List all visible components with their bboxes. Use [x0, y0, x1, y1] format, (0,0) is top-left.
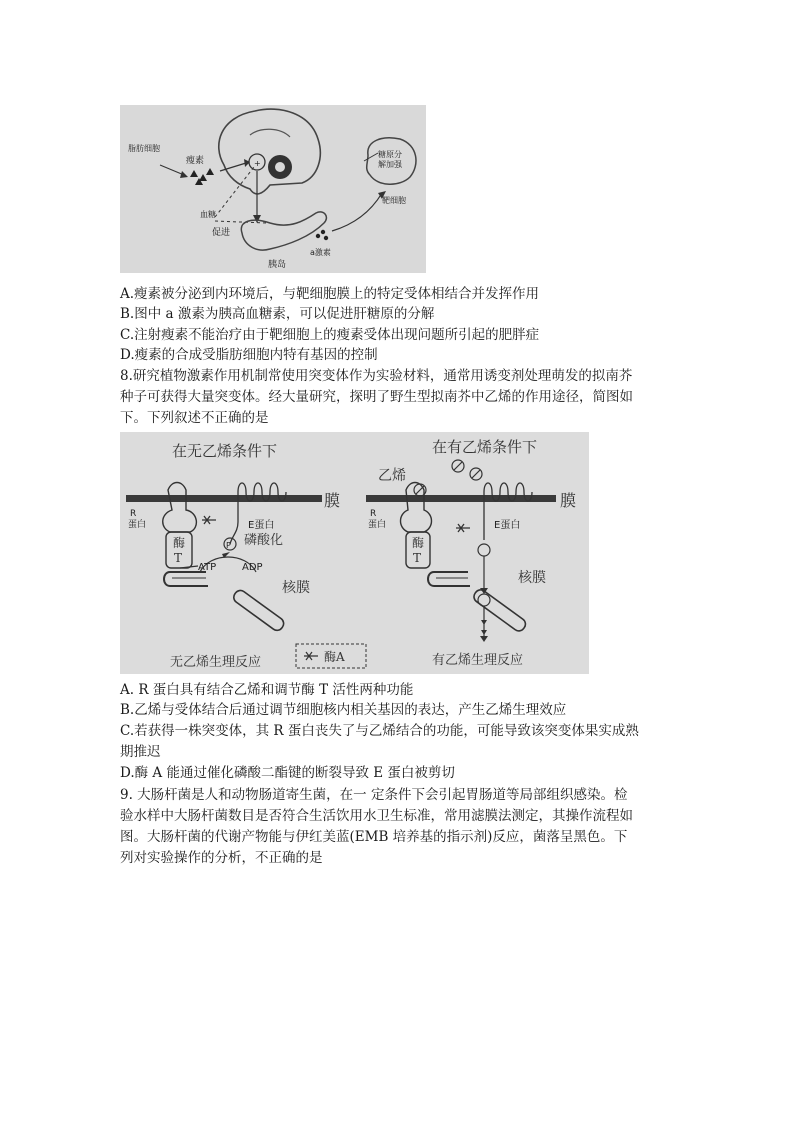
q8-stem-line-2: 种子可获得大量突变体。经大量研究，探明了野生型拟南芥中乙烯的作用途径，简图如 — [120, 389, 633, 405]
r-protein-label-left-1: R — [130, 509, 137, 519]
svg-text:+: + — [254, 159, 261, 168]
islet-label: 胰岛 — [268, 260, 287, 270]
q9-stem-line-3: 图。大肠杆菌的代谢产物能与伊红美蓝(EMB 培养基的指示剂)反应，菌落呈黑色。下 — [120, 829, 628, 845]
r-protein-label-right-2: 蛋白 — [368, 520, 387, 530]
atp-label: ATP — [198, 562, 217, 573]
q7-option-a: A.瘦素被分泌到内环境后，与靶细胞膜上的特定受体相结合并发挥作用 — [120, 286, 540, 302]
ethylene-response-label: 有乙烯生理反应 — [432, 653, 524, 668]
right-panel-title: 在有乙烯条件下 — [432, 438, 538, 456]
enzyme-t-label-left-2: T — [174, 551, 183, 565]
membrane-label-right: 膜 — [560, 491, 577, 510]
q8-stem-line-1: 8.研究植物激素作用机制常使用突变体作为实验材料，通常用诱变剂处理萌发的拟南芥 — [120, 368, 633, 384]
q9-stem-line-2: 验水样中大肠杆菌数目是否符合生活饮用水卫生标准，常用滤膜法测定，其操作流程如 — [120, 808, 633, 824]
q8-option-a: A. R 蛋白具有结合乙烯和调节酶 T 活性两种功能 — [120, 682, 414, 698]
adp-label: ADP — [242, 562, 263, 573]
target-cell-label: 靶细胞 — [382, 196, 406, 205]
hormone-a-label: a激素 — [310, 248, 331, 257]
promote-label: 促进 — [212, 228, 231, 238]
q9-stem-line-1: 9. 大肠杆菌是人和动物肠道寄生菌，在一 定条件下会引起胃肠道等局部组织感染。检 — [120, 787, 628, 803]
e-protein-label-left: E蛋白 — [248, 520, 275, 531]
ethylene-pathway-diagram — [120, 432, 589, 674]
q8-option-b: B.乙烯与受体结合后通过调节细胞核内相关基因的表达，产生乙烯生理效应 — [120, 702, 567, 718]
q9-stem-line-4: 列对实验操作的分析，不正确的是 — [120, 850, 323, 866]
left-panel-title: 在无乙烯条件下 — [172, 442, 278, 460]
r-protein-label-right-1: R — [370, 509, 377, 519]
nuclear-membrane-label-left: 核膜 — [282, 580, 310, 596]
ethylene-label: 乙烯 — [378, 468, 406, 484]
fat-cell-label: 脂肪细胞 — [128, 144, 160, 153]
phospho-mark: P — [226, 541, 231, 550]
no-ethylene-response-label: 无乙烯生理反应 — [170, 655, 262, 670]
phosphorylation-label: 磷酸化 — [244, 533, 284, 548]
blood-sugar-label: 血糖 — [200, 210, 216, 219]
q8-option-c: C.若获得一株突变体，其 R 蛋白丧失了与乙烯结合的功能，可能导致该突变体果实成熟 — [120, 723, 639, 739]
enzyme-t-label-right-2: T — [413, 551, 422, 565]
enzyme-t-label-left-1: 酶 — [173, 536, 186, 550]
nuclear-membrane-label-right: 核膜 — [518, 570, 546, 586]
q8-stem-line-3: 下。下列叙述不正确的是 — [120, 410, 269, 426]
q8-option-d: D.酶 A 能通过催化磷酸二酯键的断裂导致 E 蛋白被剪切 — [120, 765, 455, 781]
q7-option-b: B.图中 a 激素为胰高血糖素，可以促进肝糖原的分解 — [120, 306, 435, 322]
legend-enzyme-a: 酶A — [324, 650, 345, 664]
q7-option-d: D.瘦素的合成受脂肪细胞内特有基因的控制 — [120, 347, 378, 363]
leptin-diagram — [120, 105, 426, 273]
leptin-label: 瘦素 — [186, 156, 205, 166]
membrane-label-left: 膜 — [324, 491, 341, 510]
r-protein-label-left-2: 蛋白 — [128, 520, 147, 530]
glycogen-label-1: 糖原分 — [378, 150, 402, 159]
q8-option-c-cont: 期推迟 — [120, 744, 161, 760]
q7-option-c: C.注射瘦素不能治疗由于靶细胞上的瘦素受体出现问题所引起的肥胖症 — [120, 327, 540, 343]
e-protein-label-right: E蛋白 — [494, 520, 521, 531]
glycogen-label-2: 解加强 — [378, 160, 402, 169]
enzyme-t-label-right-1: 酶 — [412, 536, 425, 550]
